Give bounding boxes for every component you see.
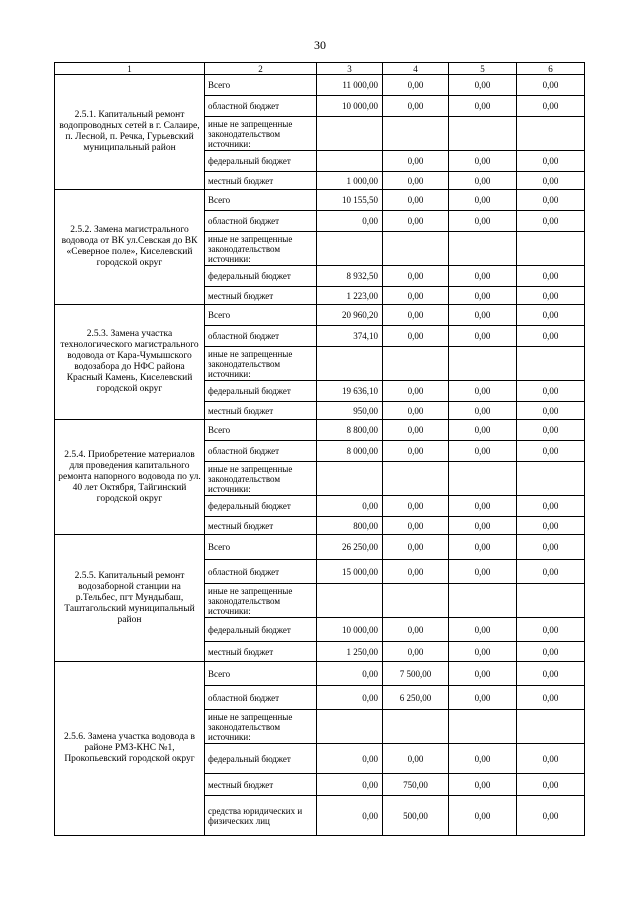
amount-c6: 0,00 — [517, 211, 585, 232]
amount-c6 — [517, 710, 585, 744]
amount-c4: 0,00 — [383, 402, 449, 420]
funding-source: Всего — [205, 305, 317, 326]
funding-source: областной бюджет — [205, 96, 317, 117]
amount-c4: 750,00 — [383, 774, 449, 796]
amount-c4: 0,00 — [383, 441, 449, 462]
amount-c3: 1 000,00 — [317, 172, 383, 190]
funding-source: федеральный бюджет — [205, 381, 317, 402]
amount-c5: 0,00 — [449, 642, 517, 662]
amount-c4: 0,00 — [383, 151, 449, 172]
amount-c3: 8 932,50 — [317, 266, 383, 287]
amount-c5: 0,00 — [449, 287, 517, 305]
amount-c6 — [517, 584, 585, 618]
budget-table-body — [55, 75, 585, 836]
column-number-row — [55, 63, 585, 75]
funding-source: иные не запрещенные законодательством источники: — [205, 710, 317, 744]
funding-source: федеральный бюджет — [205, 266, 317, 287]
amount-c3: 10 155,50 — [317, 190, 383, 211]
page-number: 30 — [314, 38, 326, 52]
amount-c5: 0,00 — [449, 774, 517, 796]
amount-c3: 0,00 — [317, 796, 383, 836]
amount-c3: 0,00 — [317, 662, 383, 686]
amount-c6: 0,00 — [517, 75, 585, 96]
amount-c4 — [383, 117, 449, 151]
amount-c5: 0,00 — [449, 211, 517, 232]
amount-c5: 0,00 — [449, 381, 517, 402]
amount-c5: 0,00 — [449, 662, 517, 686]
amount-c3: 950,00 — [317, 402, 383, 420]
amount-c4: 500,00 — [383, 796, 449, 836]
amount-c4: 0,00 — [383, 75, 449, 96]
amount-c5: 0,00 — [449, 618, 517, 642]
amount-c3: 0,00 — [317, 496, 383, 517]
amount-c3: 374,10 — [317, 326, 383, 347]
amount-c6: 0,00 — [517, 172, 585, 190]
amount-c4 — [383, 462, 449, 496]
amount-c3 — [317, 710, 383, 744]
amount-c5: 0,00 — [449, 172, 517, 190]
amount-c4 — [383, 584, 449, 618]
table-row — [55, 535, 585, 560]
amount-c5: 0,00 — [449, 151, 517, 172]
funding-source: местный бюджет — [205, 517, 317, 535]
amount-c4: 0,00 — [383, 744, 449, 774]
funding-source: федеральный бюджет — [205, 618, 317, 642]
project-name: 2.5.5. Капитальный ремонт водозаборной станции на р.Тельбес, пгт Мундыбаш, Таштагольский муниципальный район — [55, 535, 205, 662]
amount-c3: 8 000,00 — [317, 441, 383, 462]
amount-c6: 0,00 — [517, 774, 585, 796]
amount-c3: 0,00 — [317, 686, 383, 710]
amount-c3 — [317, 347, 383, 381]
amount-c6: 0,00 — [517, 420, 585, 441]
amount-c5: 0,00 — [449, 535, 517, 560]
amount-c5: 0,00 — [449, 190, 517, 211]
amount-c4: 7 500,00 — [383, 662, 449, 686]
amount-c3 — [317, 151, 383, 172]
amount-c5: 0,00 — [449, 517, 517, 535]
table-row — [55, 662, 585, 686]
budget-table — [54, 62, 585, 836]
amount-c3: 0,00 — [317, 211, 383, 232]
amount-c3: 20 960,20 — [317, 305, 383, 326]
amount-c5: 0,00 — [449, 744, 517, 774]
amount-c6: 0,00 — [517, 287, 585, 305]
amount-c6: 0,00 — [517, 686, 585, 710]
amount-c5: 0,00 — [449, 75, 517, 96]
amount-c3: 8 800,00 — [317, 420, 383, 441]
amount-c6: 0,00 — [517, 441, 585, 462]
funding-source: иные не запрещенные законодательством источники: — [205, 232, 317, 266]
amount-c6 — [517, 232, 585, 266]
amount-c5: 0,00 — [449, 96, 517, 117]
amount-c3 — [317, 232, 383, 266]
column-header: 4 — [383, 63, 449, 75]
table-row — [55, 190, 585, 211]
funding-source: местный бюджет — [205, 774, 317, 796]
amount-c5 — [449, 462, 517, 496]
amount-c5: 0,00 — [449, 560, 517, 584]
project-name: 2.5.3. Замена участка технологического магистрального водовода от Кара-Чумышского водозабора до НФС района Красный Камень, Киселевский городской округ — [55, 305, 205, 420]
table-row — [55, 305, 585, 326]
funding-source: местный бюджет — [205, 402, 317, 420]
amount-c5: 0,00 — [449, 402, 517, 420]
amount-c4: 0,00 — [383, 211, 449, 232]
funding-source: Всего — [205, 662, 317, 686]
amount-c6: 0,00 — [517, 381, 585, 402]
table-row — [55, 75, 585, 96]
amount-c4 — [383, 232, 449, 266]
amount-c5 — [449, 232, 517, 266]
amount-c6: 0,00 — [517, 796, 585, 836]
column-header: 6 — [517, 63, 585, 75]
amount-c6: 0,00 — [517, 560, 585, 584]
amount-c3 — [317, 117, 383, 151]
funding-source: средства юридических и физических лиц — [205, 796, 317, 836]
funding-source: Всего — [205, 190, 317, 211]
amount-c5: 0,00 — [449, 796, 517, 836]
amount-c6 — [517, 117, 585, 151]
amount-c3 — [317, 584, 383, 618]
funding-source: федеральный бюджет — [205, 744, 317, 774]
amount-c3: 10 000,00 — [317, 96, 383, 117]
amount-c3: 26 250,00 — [317, 535, 383, 560]
amount-c3: 11 000,00 — [317, 75, 383, 96]
column-header: 5 — [449, 63, 517, 75]
amount-c5: 0,00 — [449, 686, 517, 710]
amount-c3 — [317, 462, 383, 496]
amount-c4: 0,00 — [383, 326, 449, 347]
amount-c5 — [449, 710, 517, 744]
amount-c6: 0,00 — [517, 326, 585, 347]
amount-c6 — [517, 347, 585, 381]
amount-c3: 0,00 — [317, 774, 383, 796]
funding-source: областной бюджет — [205, 326, 317, 347]
funding-source: местный бюджет — [205, 287, 317, 305]
amount-c6: 0,00 — [517, 402, 585, 420]
amount-c5 — [449, 347, 517, 381]
amount-c4: 0,00 — [383, 517, 449, 535]
funding-source: местный бюджет — [205, 642, 317, 662]
project-name: 2.5.2. Замена магистрального водовода от ВК ул.Севская до ВК «Северное поле», Киселевский городской округ — [55, 190, 205, 305]
funding-source: местный бюджет — [205, 172, 317, 190]
project-name: 2.5.4. Приобретение материалов для проведения капитального ремонта напорного водовода по ул. 40 лет Октября, Тайгинский городской округ — [55, 420, 205, 535]
table-row — [55, 420, 585, 441]
funding-source: Всего — [205, 75, 317, 96]
amount-c4: 0,00 — [383, 420, 449, 441]
funding-source: Всего — [205, 420, 317, 441]
column-header: 3 — [317, 63, 383, 75]
amount-c4: 0,00 — [383, 618, 449, 642]
amount-c4: 0,00 — [383, 305, 449, 326]
amount-c5 — [449, 584, 517, 618]
amount-c5: 0,00 — [449, 266, 517, 287]
amount-c6: 0,00 — [517, 642, 585, 662]
funding-source: Всего — [205, 535, 317, 560]
amount-c3: 0,00 — [317, 744, 383, 774]
amount-c6: 0,00 — [517, 266, 585, 287]
amount-c6: 0,00 — [517, 618, 585, 642]
amount-c4: 6 250,00 — [383, 686, 449, 710]
amount-c5: 0,00 — [449, 420, 517, 441]
funding-source: иные не запрещенные законодательством источники: — [205, 584, 317, 618]
column-header: 2 — [205, 63, 317, 75]
amount-c6: 0,00 — [517, 151, 585, 172]
amount-c3: 15 000,00 — [317, 560, 383, 584]
funding-source: федеральный бюджет — [205, 496, 317, 517]
amount-c4 — [383, 710, 449, 744]
amount-c6: 0,00 — [517, 496, 585, 517]
amount-c5: 0,00 — [449, 441, 517, 462]
funding-source: иные не запрещенные законодательством источники: — [205, 462, 317, 496]
amount-c6: 0,00 — [517, 535, 585, 560]
amount-c6: 0,00 — [517, 190, 585, 211]
amount-c5: 0,00 — [449, 326, 517, 347]
amount-c4: 0,00 — [383, 172, 449, 190]
amount-c4: 0,00 — [383, 96, 449, 117]
amount-c4: 0,00 — [383, 535, 449, 560]
amount-c4: 0,00 — [383, 381, 449, 402]
amount-c3: 10 000,00 — [317, 618, 383, 642]
column-header: 1 — [55, 63, 205, 75]
amount-c4: 0,00 — [383, 642, 449, 662]
amount-c4: 0,00 — [383, 266, 449, 287]
amount-c6: 0,00 — [517, 662, 585, 686]
funding-source: областной бюджет — [205, 441, 317, 462]
amount-c5: 0,00 — [449, 305, 517, 326]
amount-c6 — [517, 462, 585, 496]
funding-source: иные не запрещенные законодательством источники: — [205, 347, 317, 381]
amount-c6: 0,00 — [517, 96, 585, 117]
amount-c5: 0,00 — [449, 496, 517, 517]
amount-c4: 0,00 — [383, 496, 449, 517]
amount-c6: 0,00 — [517, 517, 585, 535]
funding-source: областной бюджет — [205, 211, 317, 232]
amount-c4: 0,00 — [383, 287, 449, 305]
amount-c3: 19 636,10 — [317, 381, 383, 402]
funding-source: иные не запрещенные законодательством источники: — [205, 117, 317, 151]
project-name: 2.5.1. Капитальный ремонт водопроводных сетей в г. Салаире, п. Лесной, п. Речка, Гурьевский муниципальный район — [55, 75, 205, 190]
amount-c3: 1 250,00 — [317, 642, 383, 662]
amount-c4: 0,00 — [383, 190, 449, 211]
amount-c6: 0,00 — [517, 305, 585, 326]
amount-c4: 0,00 — [383, 560, 449, 584]
project-name: 2.5.6. Замена участка водовода в районе РМЗ-КНС №1, Прокопьевский городской округ — [55, 662, 205, 836]
funding-source: областной бюджет — [205, 560, 317, 584]
funding-source: областной бюджет — [205, 686, 317, 710]
funding-source: федеральный бюджет — [205, 151, 317, 172]
amount-c5 — [449, 117, 517, 151]
amount-c3: 800,00 — [317, 517, 383, 535]
amount-c6: 0,00 — [517, 744, 585, 774]
amount-c4 — [383, 347, 449, 381]
amount-c3: 1 223,00 — [317, 287, 383, 305]
